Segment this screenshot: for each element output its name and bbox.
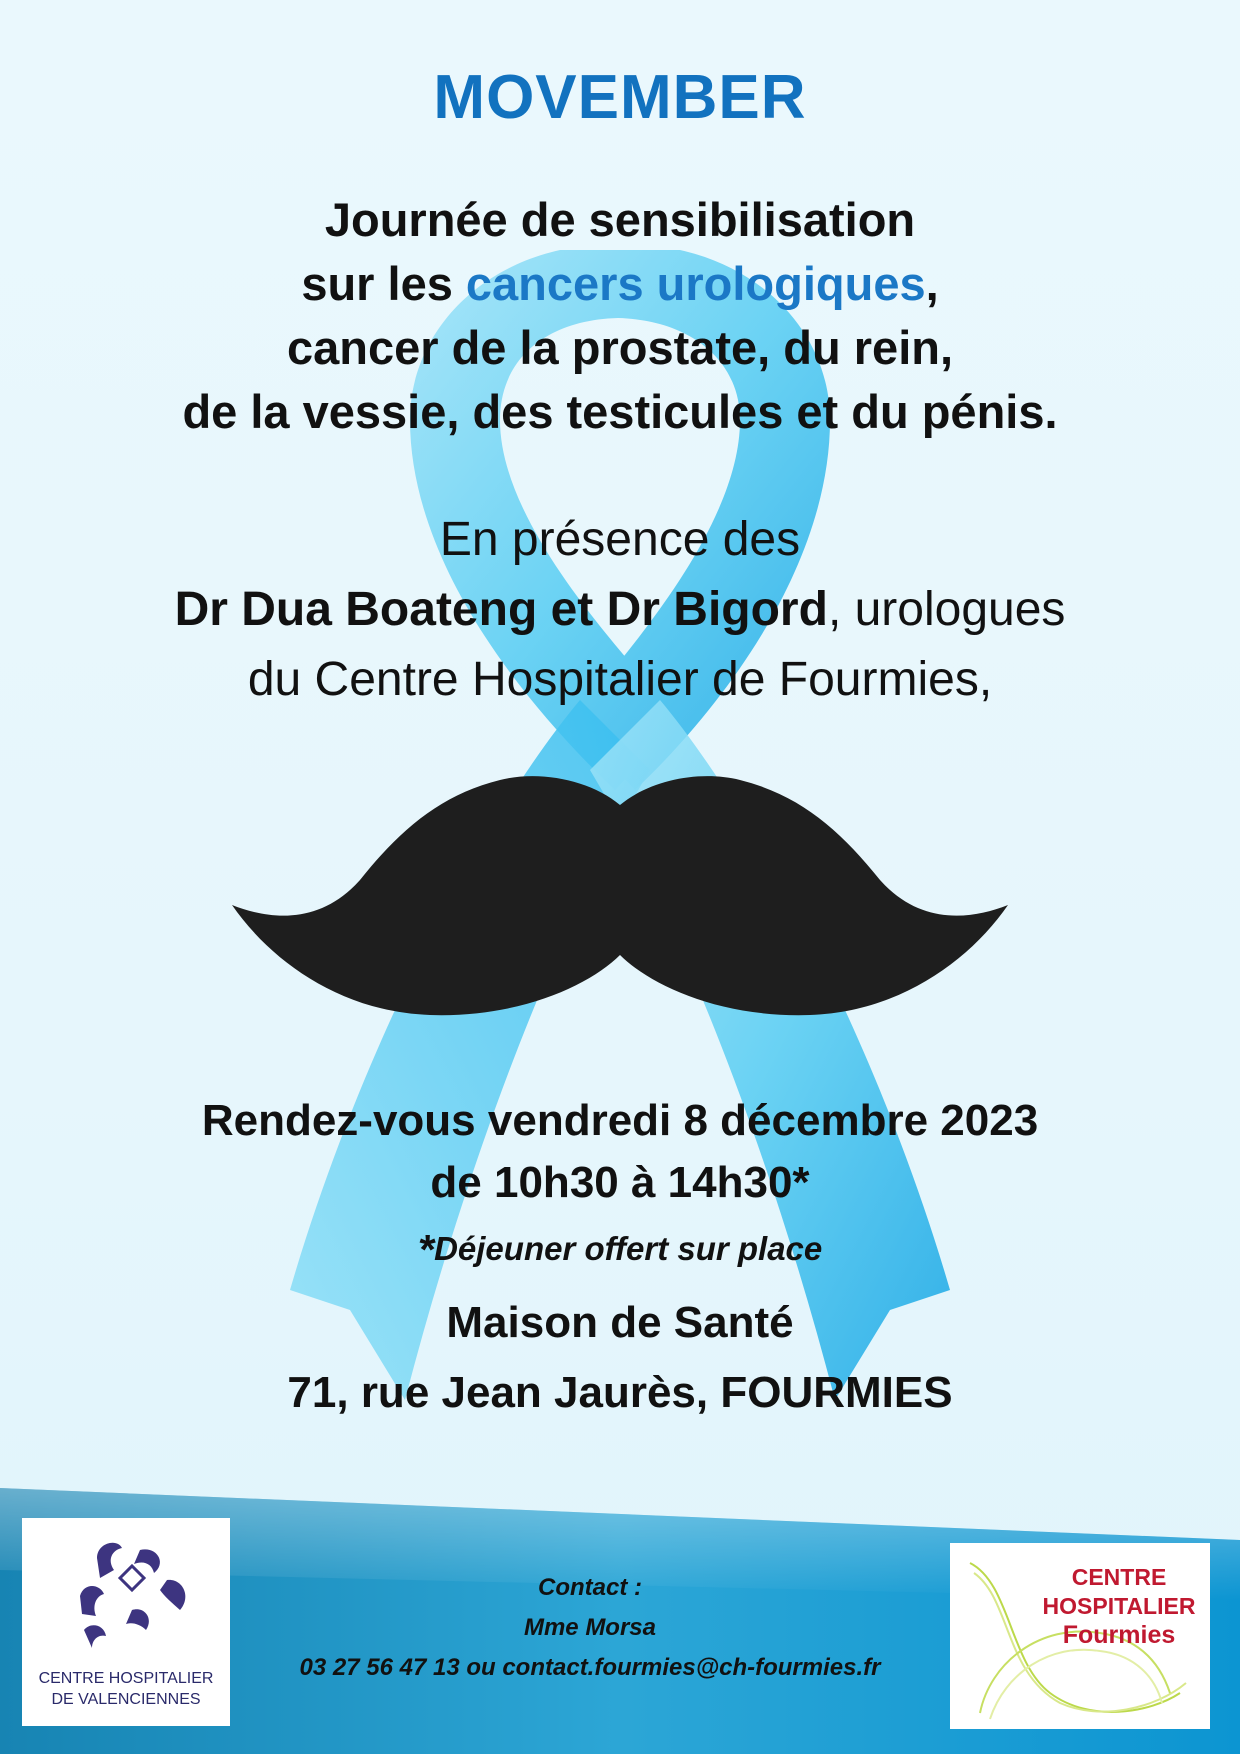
contact-name: Mme Morsa: [523, 1614, 657, 1641]
note-text: Déjeuner offert sur place: [434, 1230, 823, 1267]
doctors-names: Dr Dua Boateng et Dr Bigord: [174, 583, 828, 636]
headline-line-1: Journée de sensibilisation: [324, 193, 916, 246]
chv-logo-line-1: CENTRE HOSPITALIER: [38, 1670, 214, 1687]
event-datetime: [0, 1090, 1240, 1214]
logo-chf: [950, 1543, 1210, 1729]
chv-logo-line-2: DE VALENCIENNES: [51, 1691, 201, 1708]
headline-line-4: de la vessie, des testicules et du pénis.: [182, 385, 1058, 438]
contact-label: Contact :: [538, 1574, 642, 1601]
headline-line-2-post: ,: [925, 257, 939, 310]
headline-line-2: [0, 252, 1240, 316]
mustache-icon: [232, 776, 1008, 1015]
logo-chv: [22, 1518, 230, 1726]
contact-details[interactable]: 03 27 56 47 13 ou contact.fourmies@ch-fourmies.fr: [299, 1654, 881, 1681]
doctors-suffix: , urologues: [827, 583, 1066, 636]
headline-line-2-pre: sur les: [301, 257, 466, 310]
page-title: MOVEMBER: [433, 63, 807, 132]
presence-line-1: En présence des: [439, 513, 801, 566]
chf-logo-line-3: Fourmies: [1062, 1621, 1176, 1649]
venue-address: 71, rue Jean Jaurès, FOURMIES: [287, 1368, 953, 1417]
event-time: de 10h30 à 14h30*: [430, 1158, 810, 1207]
presence-block: [0, 505, 1240, 715]
presence-line-2: [0, 575, 1240, 645]
headline-accent: cancers urologiques: [465, 257, 926, 310]
event-note: [0, 1227, 1240, 1272]
venue-name: Maison de Santé: [446, 1298, 794, 1347]
note-star: *: [417, 1226, 435, 1273]
event-venue: [0, 1288, 1240, 1428]
contact-block: [240, 1568, 940, 1688]
chf-logo-line-1: CENTRE: [1071, 1564, 1167, 1590]
chf-logo-caption: [1034, 1563, 1204, 1650]
headline: [0, 188, 1240, 444]
event-date: Rendez-vous vendredi 8 décembre 2023: [201, 1096, 1039, 1145]
headline-line-3: cancer de la prostate, du rein,: [286, 321, 954, 374]
chf-logo-line-2: HOSPITALIER: [1042, 1593, 1196, 1619]
chv-logo-caption: [22, 1668, 230, 1710]
presence-line-3: du Centre Hospitalier de Fourmies,: [247, 653, 993, 706]
chv-logo-icon: [22, 1518, 230, 1668]
